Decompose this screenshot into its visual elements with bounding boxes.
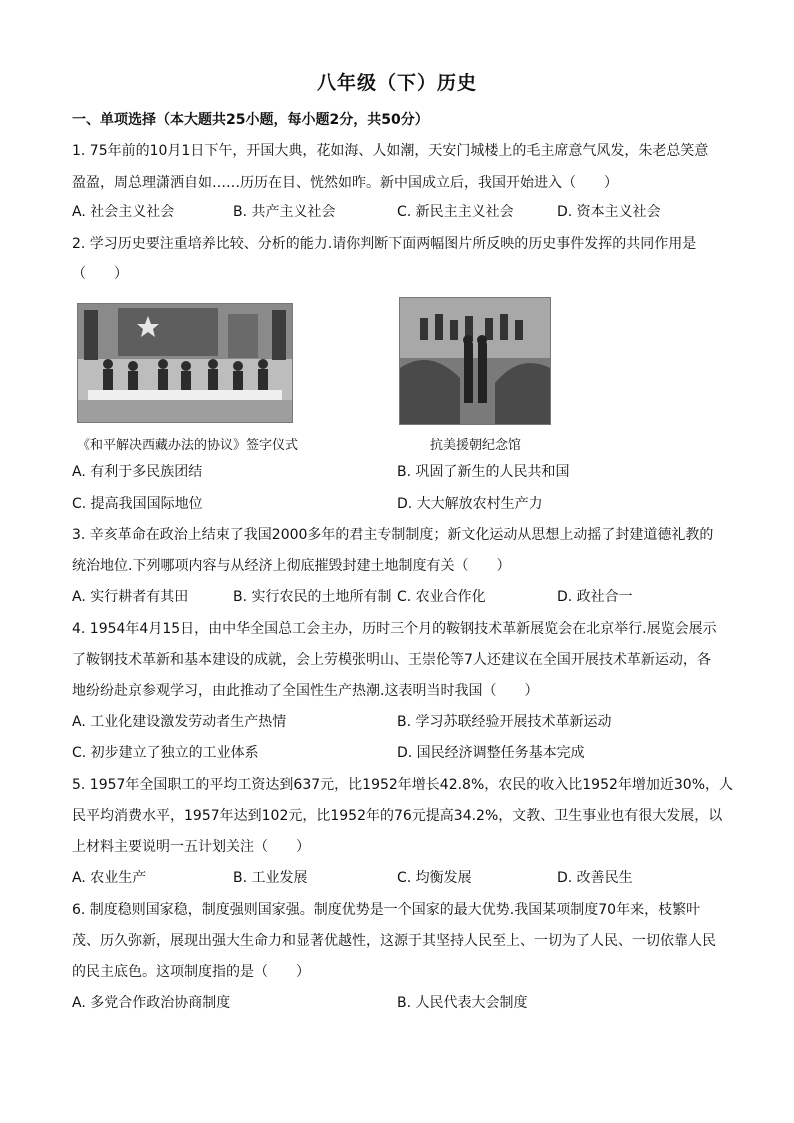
q6-line-3: 的民主底色。这项制度指的是（ ） (72, 964, 310, 980)
memorial-photo (399, 297, 551, 425)
q4-line-2: 了鞍钢技术革新和基本建设的成就，会上劳模张明山、王崇伦等7人还建议在全国开展技术革新运动，各 (72, 652, 711, 668)
q5-option-d[interactable]: D. 改善民生 (557, 870, 633, 886)
q1-line-2: 盈盈，周总理潇洒自如……历历在目、恍然如昨。新中国成立后，我国开始进入（ ） (72, 175, 618, 191)
section-header: 一、单项选择（本大题共25小题，每小题2分，共50分） (72, 112, 429, 128)
q6-line-2: 茂、历久弥新，展现出强大生命力和显著优越性，这源于其坚持人民至上、一切为了人民、一切依靠人民 (72, 933, 716, 949)
q3-line-2: 统治地位.下列哪项内容与从经济上彻底摧毁封建土地制度有关（ ） (72, 558, 511, 574)
signing-ceremony-caption: 《和平解决西藏办法的协议》签字仪式 (77, 438, 299, 453)
q3-option-a[interactable]: A. 实行耕者有其田 (72, 589, 189, 605)
q2-option-b[interactable]: B. 巩固了新生的人民共和国 (397, 464, 570, 480)
q3-line-1: 3. 辛亥革命在政治上结束了我国2000多年的君主专制制度；新文化运动从思想上动摇了封建道德礼教的 (72, 527, 714, 543)
q4-line-3: 地纷纷赴京参观学习，由此推动了全国性生产热潮.这表明当时我国（ ） (72, 683, 539, 699)
q1-option-a[interactable]: A. 社会主义社会 (72, 204, 175, 220)
q2-option-d[interactable]: D. 大大解放农村生产力 (397, 496, 543, 512)
q5-option-a[interactable]: A. 农业生产 (72, 870, 147, 886)
q2-line-1: 2. 学习历史要注重培养比较、分析的能力.请你判断下面两幅图片所反映的历史事件发挥的共同作用是 (72, 236, 697, 252)
q6-option-a[interactable]: A. 多党合作政治协商制度 (72, 995, 231, 1011)
q1-line-1: 1. 75年前的10月1日下午，开国大典，花如海、人如潮，天安门城楼上的毛主席意气风发，朱老总笑意 (72, 143, 709, 159)
q5-line-2: 民平均消费水平，1957年达到102元，比1952年的76元提高34.2%，文教、卫生事业也有很大发展，以 (72, 808, 723, 824)
q4-option-b[interactable]: B. 学习苏联经验开展技术革新运动 (397, 714, 612, 730)
signing-ceremony-illustration (78, 304, 292, 422)
memorial-caption: 抗美援朝纪念馆 (430, 438, 522, 453)
q4-option-d[interactable]: D. 国民经济调整任务基本完成 (397, 745, 585, 761)
q2-line-2: （ ） (72, 266, 128, 282)
memorial-illustration (400, 298, 550, 424)
q3-option-b[interactable]: B. 实行农民的土地所有制 (233, 589, 392, 605)
q5-line-1: 5. 1957年全国职工的平均工资达到637元，比1952年增长42.8%，农民的收入比1952年增加近30%，人 (72, 777, 734, 793)
signing-ceremony-photo (77, 303, 293, 423)
q5-line-3: 上材料主要说明一五计划关注（ ） (72, 839, 310, 855)
q1-option-b[interactable]: B. 共产主义社会 (233, 204, 336, 220)
q4-option-a[interactable]: A. 工业化建设激发劳动者生产热情 (72, 714, 287, 730)
q2-option-c[interactable]: C. 提高我国国际地位 (72, 496, 203, 512)
q1-option-c[interactable]: C. 新民主主义社会 (397, 204, 514, 220)
q5-option-b[interactable]: B. 工业发展 (233, 870, 308, 886)
q6-option-b[interactable]: B. 人民代表大会制度 (397, 995, 528, 1011)
q6-line-1: 6. 制度稳则国家稳，制度强则国家强。制度优势是一个国家的最大优势.我国某项制度70年来，枝繁叶 (72, 902, 701, 918)
page-title: 八年级（下）历史 (316, 72, 477, 94)
q5-option-c[interactable]: C. 均衡发展 (397, 870, 472, 886)
q4-option-c[interactable]: C. 初步建立了独立的工业体系 (72, 745, 259, 761)
q3-option-c[interactable]: C. 农业合作化 (397, 589, 486, 605)
q1-option-d[interactable]: D. 资本主义社会 (557, 204, 661, 220)
q3-option-d[interactable]: D. 政社合一 (557, 589, 633, 605)
q2-option-a[interactable]: A. 有利于多民族团结 (72, 464, 203, 480)
q4-line-1: 4. 1954年4月15日，由中华全国总工会主办，历时三个月的鞍钢技术革新展览会在北京举行.展览会展示 (72, 621, 717, 637)
